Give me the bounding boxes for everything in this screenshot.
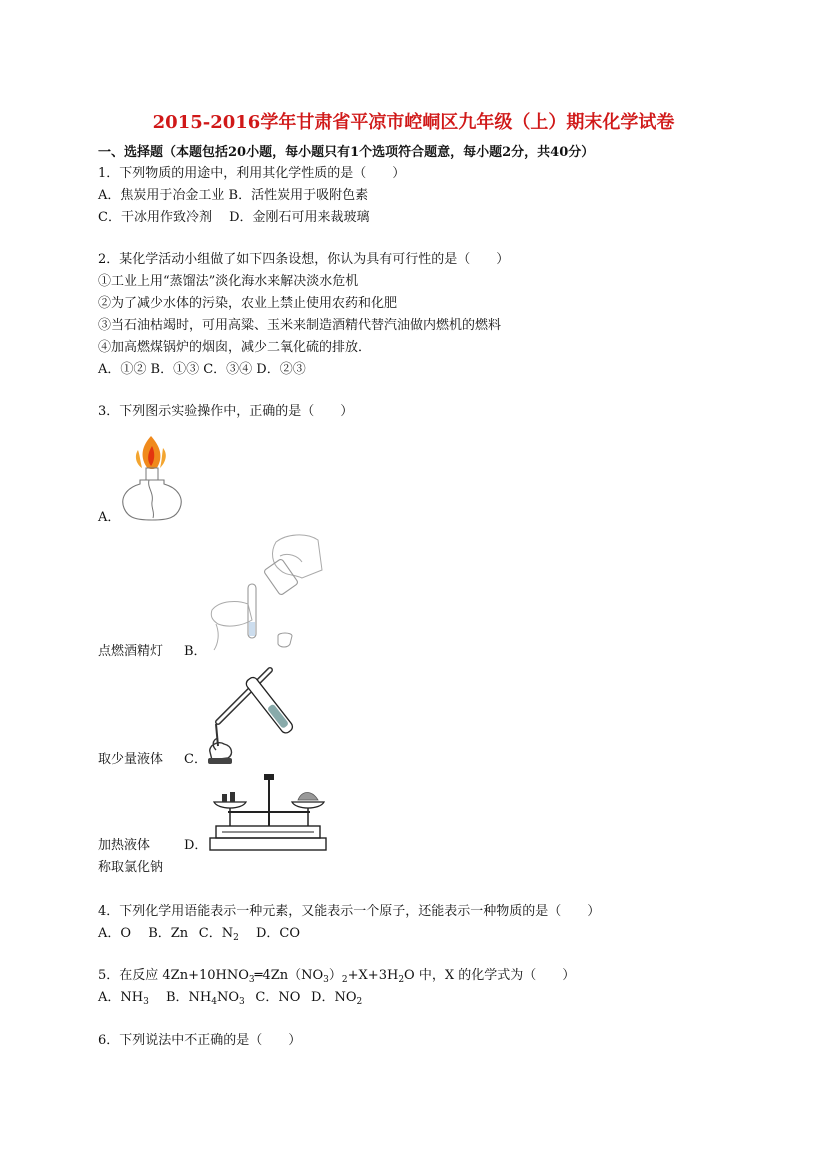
- q1-options-cd: C．干冰用作致冷剂 D．金刚石可用来裁玻璃: [98, 210, 370, 225]
- q4-option-c: C．$N_2$: [198, 926, 239, 943]
- heating-liquid-figure: [204, 666, 310, 766]
- q3-option-c: C．: [184, 752, 207, 767]
- q4-option-d: D．CO: [256, 926, 301, 941]
- q5-option-c: C．NO: [255, 990, 301, 1005]
- q1-options-ab: A．焦炭用于冶金工业 B．活性炭用于吸附色素: [98, 188, 369, 203]
- q5-option-a: A．$NH_3$: [98, 990, 149, 1007]
- q2-stem: 2．某化学活动小组做了如下四条设想，你认为具有可行性的是（ ）: [98, 252, 510, 267]
- section-heading: 一、选择题（本题包括20小题，每小题只有1个选项符合题意，每小题2分，共40分）: [98, 145, 595, 160]
- q3-option-b: B．: [184, 644, 207, 659]
- q2-item-2: ②为了减少水体的污染，农业上禁止使用农药和化肥: [98, 296, 398, 311]
- pouring-liquid-figure: [206, 530, 328, 652]
- q3-caption-b: 取少量液体: [98, 752, 164, 767]
- q1-stem: 1．下列物质的用途中，利用其化学性质的是（ ）: [98, 166, 406, 181]
- page-title: 2015-2016学年甘肃省平凉市崆峒区九年级（上）期末化学试卷: [152, 112, 675, 133]
- q2-item-4: ④加高燃煤锅炉的烟囱，减少二氧化硫的排放．: [98, 340, 372, 355]
- q3-caption-d: 称取氯化钠: [98, 860, 164, 875]
- q5-option-d: D．$NO_2$: [311, 990, 363, 1007]
- q4-option-b: B．Zn: [148, 926, 189, 941]
- q4-option-a: A．O: [98, 926, 132, 941]
- q3-caption-c: 加热液体: [98, 838, 151, 853]
- q5-stem: 5．在反应 $4Zn+10HNO_3═4Zn(NO_3)_2+X+3H_2O$ 中，X 的化学式为（ ）: [98, 968, 576, 985]
- q5-option-b: B．$NH_4NO_3$: [165, 990, 245, 1007]
- q2-item-1: ①工业上用“蒸馏法”淡化海水来解决淡水危机: [98, 274, 359, 289]
- q3-stem: 3．下列图示实验操作中，正确的是（ ）: [98, 404, 354, 419]
- q6-stem: 6．下列说法中不正确的是（ ）: [98, 1033, 302, 1048]
- balance-weighing-figure: [208, 772, 330, 852]
- q3-caption-a: 点燃酒精灯: [98, 644, 164, 659]
- alcohol-lamp-lit-figure: [118, 432, 188, 524]
- q4-options: [98, 926, 300, 942]
- q3-option-d: D．: [184, 838, 208, 853]
- q2-options: A．①② B．①③ C．③④ D．②③: [98, 362, 306, 377]
- q2-item-3: ③当石油枯竭时，可用高粱、玉米来制造酒精代替汽油做内燃机的燃料: [98, 318, 502, 333]
- q3-option-a: A．: [98, 510, 121, 525]
- q5-options: [98, 990, 362, 1006]
- q4-stem: 4．下列化学用语能表示一种元素，又能表示一个原子，还能表示一种物质的是（ ）: [98, 904, 601, 919]
